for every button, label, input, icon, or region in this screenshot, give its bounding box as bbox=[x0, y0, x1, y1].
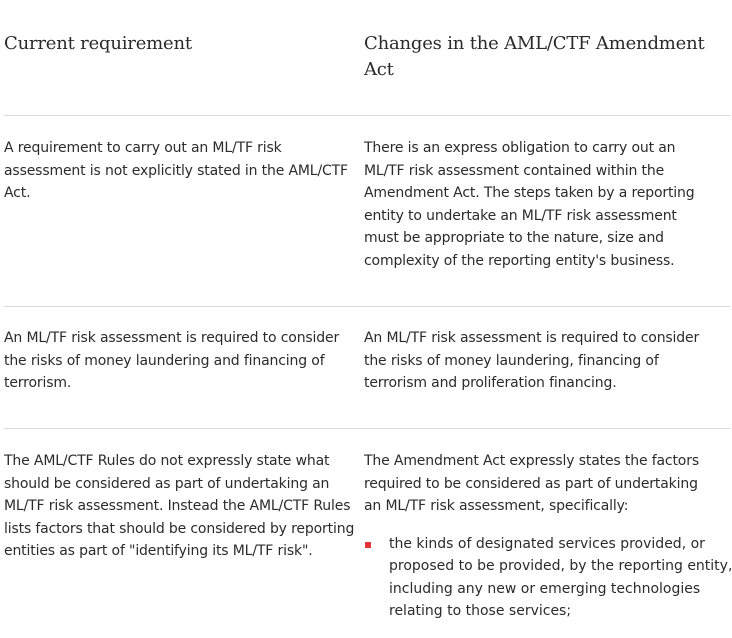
current-requirement-cell: The AML/CTF Rules do not expressly state what should be considered as part of undertaking an ML/TF risk assessment. Instead the AML/CTF Rules lists factors that should be considered by reporting entities as part of "identifying its ML/TF risk". bbox=[4, 453, 355, 559]
square-bullet-icon bbox=[365, 542, 371, 548]
amendment-change-cell: There is an express obligation to carry out an ML/TF risk assessment contained within the Amendment Act. The steps taken by a reporting entity to undertake an ML/TF risk assessment must be appropriate to the nature, size and complexity of the reporting entity's business. bbox=[364, 140, 695, 269]
table-header-row bbox=[4, 0, 730, 116]
amendment-change-cell: The Amendment Act expressly states the factors required to be considered as part of undertaking an ML/TF risk assessment, specifically: bbox=[364, 453, 699, 514]
factors-list bbox=[364, 533, 730, 623]
list-item bbox=[364, 533, 732, 623]
comparison-table bbox=[4, 0, 730, 623]
table-row bbox=[4, 307, 730, 429]
header-current-requirement: Current requirement bbox=[4, 33, 192, 54]
current-requirement-cell: An ML/TF risk assessment is required to consider the risks of money laundering and financing of terrorism. bbox=[4, 330, 340, 391]
list-item-text: the kinds of designated services provided, or proposed to be provided, by the reporting entity, including any new or emerging technologies relating to those services; bbox=[389, 535, 732, 619]
header-changes-amendment-act: Changes in the AML/CTF Amendment Act bbox=[364, 33, 705, 80]
table-row bbox=[4, 429, 730, 623]
table-row bbox=[4, 116, 730, 307]
amendment-change-cell: An ML/TF risk assessment is required to consider the risks of money laundering, financing of terrorism and proliferation financing. bbox=[364, 330, 700, 391]
current-requirement-cell: A requirement to carry out an ML/TF risk assessment is not explicitly stated in the AML/CTF Act. bbox=[4, 140, 348, 201]
